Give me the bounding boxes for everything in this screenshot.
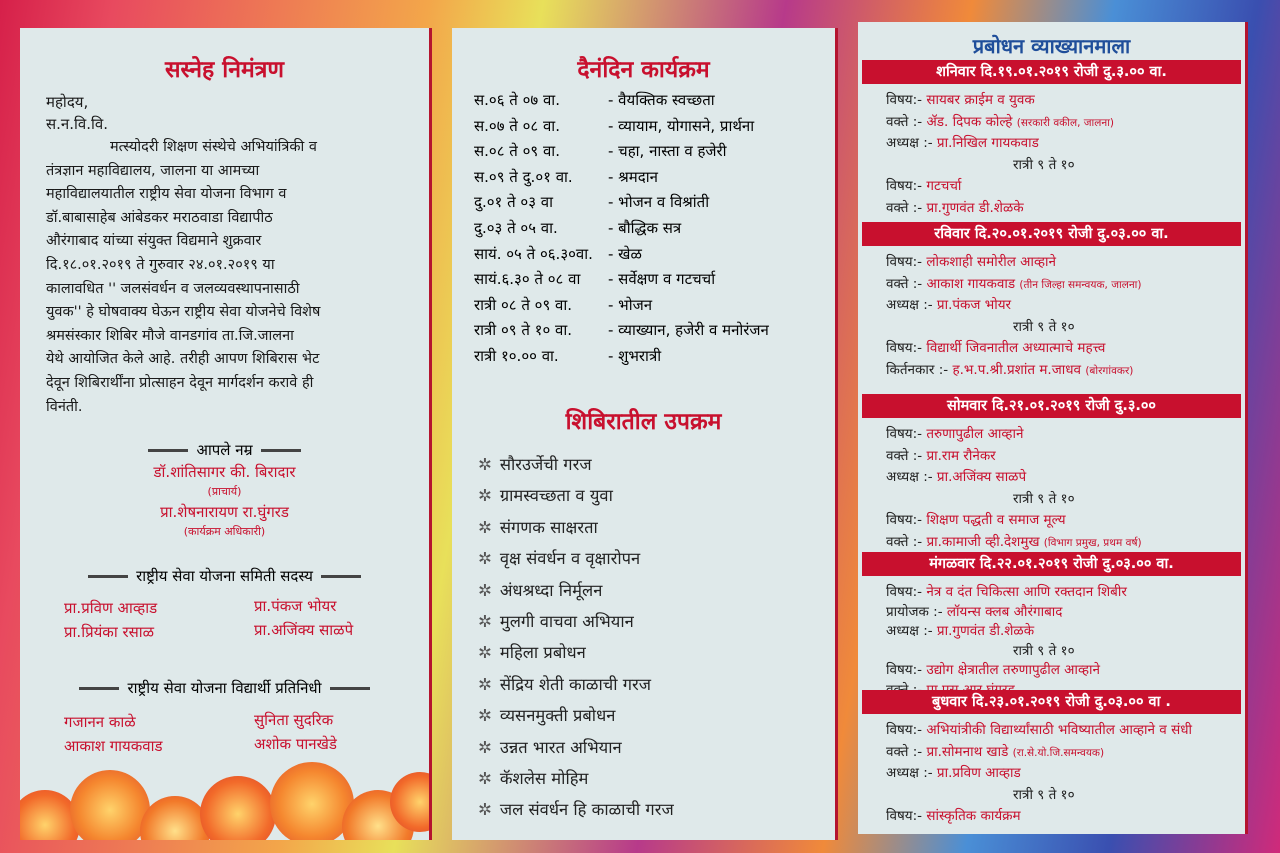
night-session-label: रात्री ९ ते १०: [1013, 318, 1075, 335]
schedule-activity: - वैयक्तिक स्वच्छता: [608, 91, 715, 109]
schedule-activity: - भोजन व विश्रांती: [608, 193, 710, 212]
schedule-activity: - व्याख्यान, हजेरी व मनोरंजन: [608, 321, 769, 340]
lecture-value: प्रा.निखिल गायकवाड: [936, 135, 1039, 151]
lecture-key: वक्ते :-: [886, 113, 923, 130]
day-header: सोमवार दि.२१.०१.२०१९ रोजी दु.३.००: [862, 394, 1241, 418]
lecture-line: [886, 424, 1023, 442]
lecture-line: [886, 532, 1142, 550]
lecture-key: विषय:-: [886, 340, 923, 356]
lecture-value: ह.भ.प.श्री.प्रशांत म.जाधव: [952, 361, 1082, 378]
principal-name: डॉ.शांतिसागर की. बिरादार: [153, 463, 296, 481]
schedule-time: सायं.६.३० ते ०८ वा: [474, 270, 581, 289]
committee-member: प्रा.पंकज भोयर: [254, 597, 337, 615]
principal-role: (प्राचार्य): [207, 485, 242, 498]
schedule-activity: - खेळ: [608, 244, 642, 263]
lecture-key: वक्ते :-: [886, 533, 923, 550]
activity-label: वृक्ष संवर्धन व वृक्षारोपन: [499, 549, 641, 569]
lecture-key: विषय:-: [886, 584, 923, 600]
lecture-key: विषय:-: [886, 178, 923, 194]
activity-item: [478, 797, 674, 820]
lecture-line: [886, 90, 1035, 108]
day-header: रविवार दि.२०.०१.२०१९ रोजी दु.०३.०० वा.: [862, 222, 1241, 246]
bullet-star-icon: ✲: [478, 612, 492, 631]
lectures-title: प्रबोधन व्याख्यानमाला: [972, 34, 1131, 58]
committee-member: प्रा.अजिंक्य साळपे: [254, 621, 354, 639]
bullet-star-icon: ✲: [478, 643, 492, 663]
salutation: स.न.वि.वि.: [46, 115, 108, 133]
lecture-line: [886, 274, 1142, 292]
schedule-time: दु.०१ ते ०३ वा: [474, 193, 554, 212]
lecture-value: शिक्षण पद्धती व समाज मूल्य: [926, 512, 1066, 528]
lecture-value: विद्यार्थी जिवनातील अध्यात्माचे महत्त्व: [926, 340, 1106, 356]
schedule-time: स.०९ ते दु.०१ वा.: [474, 167, 573, 186]
lecture-key: विषय:-: [886, 722, 923, 738]
activity-label: ग्रामस्वच्छता व युवा: [499, 486, 613, 506]
activity-label: जल संवर्धन हि काळाची गरज: [499, 800, 674, 820]
activity-item: [478, 703, 615, 726]
bullet-star-icon: ✲: [478, 674, 492, 694]
activity-label: अंधश्रध्दा निर्मूलन: [499, 580, 603, 600]
activity-label: महिला प्रबोधन: [499, 643, 586, 663]
lecture-line: [886, 198, 1024, 216]
activity-label: उन्नत भारत अभियान: [499, 737, 622, 757]
committee-heading: [20, 566, 429, 586]
schedule-activity: - सर्वेक्षण व गटचर्चा: [608, 270, 716, 289]
schedule-time: रात्री १०.०० वा.: [474, 347, 559, 365]
lecture-line: [886, 660, 1100, 678]
invitation-line: महाविद्यालयातील राष्ट्रीय सेवा योजना विभाग व: [46, 186, 287, 203]
lecture-key: अध्यक्ष :-: [886, 623, 933, 639]
activity-label: सेंद्रिय शेती काळाची गरज: [499, 674, 652, 694]
bullet-star-icon: ✲: [478, 486, 492, 506]
lecture-key: विषय:-: [886, 662, 923, 678]
lectures-panel: [858, 22, 1248, 834]
lecture-key: अध्यक्ष :-: [886, 135, 933, 151]
invitation-panel: [20, 28, 432, 840]
activity-label: कॅशलेस मोहिम: [499, 769, 589, 788]
lecture-note: (बोरगांवकर): [1085, 364, 1134, 377]
lecture-value: प्रा.पंकज भोयर: [936, 297, 1012, 313]
night-session-label: रात्री ९ ते १०: [1013, 786, 1075, 803]
student-rep: आकाश गायकवाड: [64, 737, 163, 755]
lecture-value: ॲड. दिपक कोल्हे: [926, 113, 1013, 130]
flower-border: [20, 760, 429, 840]
schedule-time: स.०७ ते ०८ वा.: [474, 116, 560, 135]
schedule-activity: - शुभरात्री: [608, 347, 662, 365]
schedule-title: दैनंदिन कार्यक्रम: [577, 57, 710, 83]
lecture-key: विषय:-: [886, 92, 923, 108]
lecture-line: [886, 467, 1026, 485]
activity-item: [478, 672, 651, 695]
lecture-value: सायबर क्राईम व युवक: [926, 92, 1035, 108]
lecture-value: प्रा.गुणवंत डी.शेळके: [926, 199, 1024, 216]
signature-heading: [20, 440, 429, 460]
lecture-line: [886, 338, 1105, 356]
lecture-key: विषय:-: [886, 254, 923, 270]
lecture-line: [886, 806, 1021, 824]
schedule-activity: - चहा, नास्ता व हजेरी: [608, 142, 727, 161]
bullet-star-icon: ✲: [478, 706, 492, 726]
activity-item: [478, 578, 602, 601]
lecture-line: [886, 582, 1127, 600]
officer-role: (कार्यक्रम अधिकारी): [183, 525, 266, 538]
lecture-note: (तीन जिल्हा समन्वयक, जालना): [1019, 278, 1142, 291]
schedule-activity: - श्रमदान: [608, 167, 658, 186]
lecture-line: [886, 295, 1011, 313]
lecture-key: विषय:-: [886, 426, 923, 442]
day-header: बुधवार दि.२३.०१.२०१९ रोजी दु.०३.०० वा .: [862, 690, 1241, 714]
invitation-line: देवून शिबिरार्थींना प्रोत्साहन देवून मार्गदर्शन करावे ही: [46, 375, 314, 391]
student-rep: गजानन काळे: [64, 713, 136, 731]
invitation-line: विनंती.: [46, 398, 83, 415]
lecture-line: [886, 602, 1062, 620]
activity-label: सौरउर्जेची गरज: [499, 455, 592, 474]
lecture-key: किर्तनकार :-: [886, 361, 949, 378]
activity-item: [478, 483, 613, 506]
activities-title: शिबिरातील उपक्रम: [565, 409, 722, 435]
lecture-key: अध्यक्ष :-: [886, 297, 933, 313]
greeting: महोदय,: [46, 93, 89, 111]
day-header: शनिवार दि.१९.०१.२०१९ रोजी दु.३.०० वा.: [862, 60, 1241, 84]
lecture-key: अध्यक्ष :-: [886, 765, 933, 781]
lecture-value: अभियांत्रीकी विद्यार्थ्यांसाठी भविष्यातील आव्हाने व संधी: [926, 722, 1193, 738]
committee-member: प्रा.प्रियंका रसाळ: [64, 623, 155, 641]
invitation-line: येथे आयोजित केले आहे. तरीही आपण शिबिरास भेट: [46, 351, 320, 368]
lecture-note: (रा.से.यो.जि.समन्वयक): [1012, 746, 1105, 759]
invitation-line: औरंगाबाद यांच्या संयुक्त विद्यमाने शुक्रवार: [46, 233, 262, 250]
schedule-time: रात्री ०८ ते ०९ वा.: [474, 295, 573, 314]
lecture-line: [886, 621, 1034, 639]
bullet-star-icon: ✲: [478, 769, 492, 788]
schedule-activity: - भोजन: [608, 295, 653, 314]
activity-item: [478, 452, 592, 475]
lecture-note: (विभाग प्रमुख, प्रथम वर्ष): [1043, 536, 1142, 549]
activity-item: [478, 735, 622, 758]
bullet-star-icon: ✲: [478, 517, 492, 537]
bullet-star-icon: ✲: [478, 580, 492, 600]
activity-label: व्यसनमुक्ती प्रबोधन: [499, 706, 616, 726]
lecture-line: [886, 360, 1133, 378]
lecture-value: नेत्र व दंत चिकित्सा आणि रक्तदान शिबीर: [926, 584, 1127, 600]
invitation-line: डॉ.बाबासाहेब आंबेडकर मराठवाडा विद्यापीठ: [46, 209, 273, 226]
invitation-line: तंत्रज्ञान महाविद्यालय, जालना या आमच्या: [46, 162, 260, 179]
bullet-star-icon: ✲: [478, 737, 492, 757]
lecture-value: आकाश गायकवाड: [926, 275, 1016, 292]
committee-title: राष्ट्रीय सेवा योजना समिती सदस्य: [136, 567, 313, 585]
schedule-time: स.०६ ते ०७ वा.: [474, 91, 560, 109]
invitation-line: श्रमसंस्कार शिबिर मौजे वानडगांव ता.जि.जालना: [46, 327, 294, 344]
schedule-time: रात्री ०९ ते १० वा.: [474, 321, 573, 340]
schedule-panel: [452, 28, 838, 840]
bullet-star-icon: ✲: [478, 549, 492, 569]
activity-label: मुलगी वाचवा अभियान: [499, 612, 634, 631]
bullet-star-icon: ✲: [478, 455, 492, 474]
committee-member: प्रा.प्रविण आव्हाड: [64, 599, 158, 617]
schedule-activity: - व्यायाम, योगासने, प्रार्थना: [608, 116, 755, 135]
yours-label: आपले नम्र: [196, 441, 253, 459]
lecture-line: [886, 742, 1104, 760]
lecture-value: गटचर्चा: [926, 178, 962, 194]
lecture-line: [886, 720, 1192, 738]
lecture-note: (सरकारी वकील, जालना): [1016, 116, 1115, 129]
students-title: राष्ट्रीय सेवा योजना विद्यार्थी प्रतिनिधी: [127, 679, 322, 697]
night-session-label: रात्री ९ ते १०: [1013, 490, 1075, 507]
student-rep: अशोक पानखेडे: [254, 735, 337, 753]
invitation-line: दि.१८.०१.२०१९ ते गुरुवार २४.०१.२०१९ या: [46, 257, 275, 273]
invitation-line: मत्स्योदरी शिक्षण संस्थेचे अभियांत्रिकी व: [110, 139, 317, 155]
lecture-value: प्रा.कामाजी व्ही.देशमुख: [926, 533, 1040, 550]
lecture-value: प्रा.प्रविण आव्हाड: [936, 765, 1021, 781]
activity-item: [478, 640, 586, 663]
lecture-value: उद्योग क्षेत्रातील तरुणापुढील आव्हाने: [926, 662, 1101, 678]
lecture-line: [886, 446, 996, 464]
bullet-star-icon: ✲: [478, 800, 492, 820]
lecture-key: विषय:-: [886, 512, 923, 528]
day-header: मंगळवार दि.२२.०१.२०१९ रोजी दु.०३.०० वा.: [862, 552, 1241, 576]
lecture-key: वक्ते :-: [886, 447, 923, 464]
students-heading: [20, 678, 429, 698]
lecture-line: [886, 176, 961, 194]
invitation-line: युवक'' हे घोषवाक्य घेऊन राष्ट्रीय सेवा योजनेचे विशेष: [46, 304, 321, 321]
activity-item: [478, 609, 634, 632]
lecture-key: वक्ते :-: [886, 275, 923, 292]
lecture-key: वक्ते :-: [886, 743, 923, 760]
lecture-line: [886, 510, 1066, 528]
student-rep: सुनिता सुदरिक: [254, 711, 334, 729]
lecture-value: तरुणापुढील आव्हाने: [926, 426, 1024, 442]
schedule-activity: - बौद्धिक सत्र: [608, 219, 682, 237]
lecture-line: [886, 763, 1021, 781]
night-session-label: रात्री ९ ते १०: [1013, 156, 1075, 173]
lecture-value: प्रा.गुणवंत डी.शेळके: [936, 623, 1035, 639]
lecture-value: प्रा.सोमनाथ खाडे: [926, 743, 1009, 760]
invitation-title: सस्नेह निमंत्रण: [164, 57, 285, 83]
lecture-key: विषय:-: [886, 808, 923, 824]
night-session-label: रात्री ९ ते १०: [1013, 642, 1075, 659]
lecture-line: [886, 252, 1056, 270]
activity-item: [478, 766, 588, 789]
officer-name: प्रा.शेषनारायण रा.घुंगरड: [160, 503, 289, 521]
invitation-line: कालावधित '' जलसंवर्धन व जलव्यवस्थापनासाठी: [46, 280, 300, 297]
lecture-line: [886, 133, 1039, 151]
lecture-key: प्रायोजक :-: [886, 603, 943, 620]
lecture-value: प्रा.अजिंक्य साळपे: [936, 469, 1027, 485]
lecture-value: सांस्कृतिक कार्यक्रम: [926, 808, 1021, 824]
lecture-key: वक्ते :-: [886, 199, 923, 216]
activity-item: [478, 546, 640, 569]
lecture-value: प्रा.राम रौनेकर: [926, 447, 996, 464]
schedule-time: स.०८ ते ०९ वा.: [474, 142, 560, 161]
schedule-time: सायं. ०५ ते ०६.३०वा.: [474, 244, 593, 263]
activity-item: [478, 515, 598, 538]
lecture-value: लोकशाही समोरील आव्हाने: [926, 254, 1057, 270]
schedule-time: दु.०३ ते ०५ वा.: [474, 219, 558, 237]
lecture-line: [886, 112, 1114, 130]
lecture-value: लॉयन्स क्लब औरंगाबाद: [946, 603, 1063, 620]
activity-label: संगणक साक्षरता: [499, 517, 598, 537]
lecture-key: अध्यक्ष :-: [886, 469, 933, 485]
